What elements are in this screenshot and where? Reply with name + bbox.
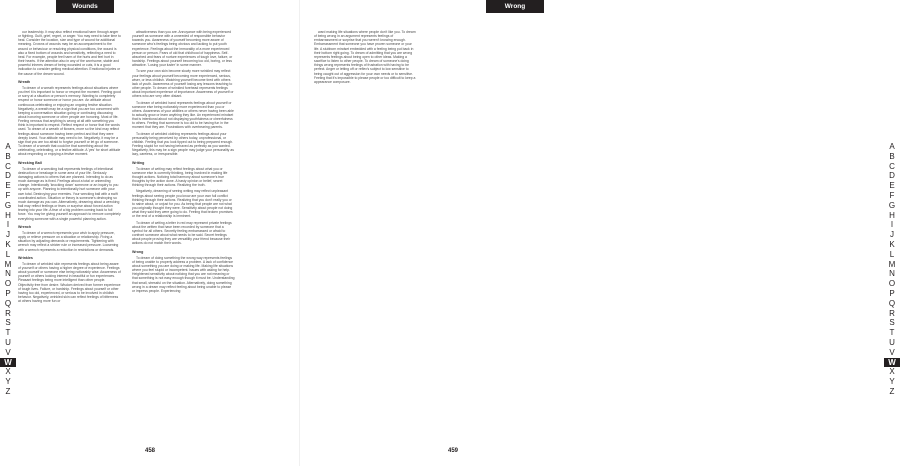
- index-letter-x: X: [5, 367, 11, 377]
- entry-heading: Wrecking Ball: [18, 160, 42, 165]
- index-letter-l: L: [5, 249, 11, 259]
- body-paragraph: To see your own skin become slowly more wrinkled may reflect your feelings about yourself becoming more experienced, serious, wiser, or less childish. Watching yourself become tired with others lack of youth. Awareness of yourself losing any lessons teaching to other people. To dream of wrinkled forehead represents feelings about important experience of importance. Awareness of yourself or others who are very often distant.: [132, 69, 234, 99]
- index-letter-b: B: [889, 151, 895, 161]
- index-letter-f: F: [5, 190, 11, 200]
- index-letter-t: T: [5, 328, 11, 338]
- entry-heading: Wrinkles: [18, 255, 33, 260]
- index-letter-u: U: [5, 337, 11, 347]
- index-letter-h: H: [889, 210, 895, 220]
- left-column-2: [132, 30, 235, 295]
- index-letter-s: S: [5, 318, 11, 328]
- index-letter-r: R: [5, 308, 11, 318]
- index-letter-i: I: [890, 220, 894, 230]
- index-letter-v: V: [889, 347, 895, 357]
- index-letter-w: W: [884, 358, 900, 368]
- body-paragraph: To dream of a wrench represents your wish to apply pressure, apply or relieve pressure on a situation or relationship. Fixing a situation by adjusting demands or requirements. Tightening with wrench may reflect a stricter rule or increased pressure. Loosening with a wrench represents a reduction in restrictions or demands.: [18, 230, 119, 252]
- alphabet-index-left: [0, 142, 16, 397]
- running-header-left: Wounds: [56, 0, 114, 13]
- index-letter-x: X: [889, 367, 895, 377]
- index-letter-o: O: [888, 279, 896, 289]
- index-letter-m: M: [888, 259, 896, 269]
- left-column-1: [18, 30, 121, 305]
- index-letter-i: I: [6, 220, 10, 230]
- index-letter-a: A: [5, 142, 11, 151]
- index-letter-l: L: [889, 249, 895, 259]
- index-letter-k: K: [5, 239, 11, 249]
- body-paragraph: To dream of a wreath represents feelings about situations where you feel it is important to honor or respect the moment. Feeling good or sorry at a situation or person's memory. Wanting to completely respect or honor someone or honor you are. An attitude about continuous celebrating or enjoying an ongoing festive situation. Negatively, a wreath may be a sign that you are too concerned with keeping a conversation situation going or continuing discussing about honoring someone or other people are honoring. Most of life. Feeling nervous that anything is wrong at all with something you think is important to respect. Reflect respect or honor that the words used. To dream of a wreath of flowers, more so the kind may reflect feelings about someone having been perfect and that they were deeply loved. Your attitude may need to be. Negatively, it may be a sign that you are too afraid to forgive yourself or let go of someone. To dream of a wreath that could be that something about the celebrating, celebrating, or a festive attitude. A 'yes' for short attitude about respecting or enjoying a festive moment.: [18, 85, 121, 157]
- body-paragraph: To dream of writing may reflect feelings about what you or someone else is currently thinking, being involved in making life thought actions. Noticing total harmony about someone's true thoughts by the action done. A hasty opinion or belief, secret thinking through their actions. Realizing the truth.: [132, 166, 228, 188]
- index-letter-y: Y: [889, 377, 895, 387]
- entry-heading: Wreath: [18, 79, 31, 84]
- body-paragraph: To dream of wrinkled skin represents feelings about being aware of yourself or others having a higher degree of experience. Feelings about yourself or someone else being noticeably wise. Awareness of yourself or others looking interest in beautiful or fun experiences. Pleasant feelings being more intelligent than other people. Objectivity free from desire. Wisdom derived from former experience of tough lives. Failure, or hardship. Feelings about yourself or other having too old, experienced, or serious to be involved in childish behavior. Negatively, wrinkled skin can reflect feelings of bitterness at others having more fun or: [18, 261, 121, 304]
- page-number-left: 458: [145, 448, 156, 454]
- body-paragraph: To dream of doing something the wrong way represents feelings of being unable to properly address a problem. A lack of confidence about something you are doing or making life. Making life situations where you feel stupid or incompetent. Issues with asking for help. Heightened sensitivity about noticing that you are not meaning or that something is not easy enough though it must be. Understanding that small, stressful on the situation. Alternatively, doing something wrong in a dream may reflect feeling about being unable to please or impress people. Experiencing: [132, 255, 235, 293]
- entry-heading: Wrong: [132, 249, 144, 254]
- body-paragraph: To dream of wrinkled clothing represents feelings about your personality being perceived by others today, unprofessional, or childish. Feeling that you look tipped out to being prepared enough. Feeling stupid for not having behaved as perfectly as you wanted. Negatively, this may be a sign people may judge your personality as lazy, careless, or irresponsible.: [132, 131, 234, 157]
- index-letter-c: C: [5, 161, 11, 171]
- index-letter-v: V: [5, 347, 11, 357]
- index-letter-p: P: [5, 288, 11, 298]
- entry-heading: Wrench: [18, 224, 32, 229]
- index-letter-j: J: [890, 230, 894, 240]
- index-letter-g: G: [888, 200, 896, 210]
- index-letter-d: D: [889, 171, 895, 181]
- index-letter-z: Z: [5, 386, 11, 396]
- index-letter-m: M: [4, 259, 12, 269]
- index-letter-n: N: [889, 269, 895, 279]
- index-letter-u: U: [889, 337, 895, 347]
- body-paragraph: ward making life situations where people don't like you. To dream of being wrong in an argument represents feelings of embarrassment or surprise that you weren't knowing enough. Embarrassment that someone you have proven someone or your life. A stubborn mindset embedded with a feeling being put back in their bottom right going. To dream of admitting that you are wrong represents feelings about being open to other ideas. Making a sacrifice to listen to other people. To dream of someone's doing things wrong represents feelings of frustration with having to be perfect. Anger or letting off or reflex's subject to low sensitive to being caught out of aggression for your own needs or to sensitive. Feeling that it's impossible to please people or too difficult to keep a appearance composure.: [314, 30, 416, 84]
- index-letter-s: S: [889, 318, 895, 328]
- index-letter-y: Y: [5, 377, 11, 387]
- body-paragraph: our leadership. It may also reflect emotional harm through anger or fighting. Guilt, grief, regret, or anger. You may need to take time to heal. Consider the location, size and type of wound for additional meaning. Crowns of wounds may be an accompaniment to the wound or behaviour or resolving physical conditions, the wound is also a fixed bottom of wounds and sensitivity, reflecting a need to heal. For example, people feel harm of the hurts and feel hurt in their hearts. If the attention also in any of the worrisome, stable and powerful inheres dream of being wounded or cuts, it is a good indication to consider getting medical attention. Emotional injuries or the cause of the dream wound.: [18, 30, 121, 76]
- index-letter-q: Q: [888, 298, 896, 308]
- index-letter-d: D: [5, 171, 11, 181]
- index-letter-e: E: [889, 181, 895, 191]
- index-letter-j: J: [6, 230, 10, 240]
- index-letter-a: A: [889, 142, 895, 151]
- index-letter-q: Q: [4, 298, 12, 308]
- body-paragraph: Negatively, dreaming of seeing writing may reflect unpleasant feelings about seeing people you know are your own full conflict thinking through their actions. Realizing that you don't really you or to naive about, or unjust for you. As being that people are not what you originally thought they were. Sensitivity about people not doing what they said they were going to do. Feeling that broken promises or the end of a relationship is imminent.: [132, 189, 233, 219]
- right-page: [300, 0, 896, 466]
- body-paragraph: To dream of a wrecking ball represents feelings of intentional destruction or breakage in some area of your life. Seriously damaging actions to others that are planned. Intending to do as much damage as is fixed. Feelings about a total or unbending change. Intentionally 'knocking down' someone or an inquiry to you up with anyone. Planning to intentionally hurt someone with your own total. Destroying your enemies. Your wrecking ball with a swift coordinated action. Situation or theory is someone's destroying so much damage as you can. Alternatively, dreaming about a wrecking ball may reflect feelings or fears or surprise about forced action tearing into your life. A fear of a big problem coming back to full force. You may be giving yourself an approach to remove completely everything someone with a single powerful planning action.: [18, 166, 121, 221]
- right-column-1: [314, 30, 417, 86]
- index-letter-f: F: [889, 190, 895, 200]
- index-letter-p: P: [889, 288, 895, 298]
- index-letter-z: Z: [889, 386, 895, 396]
- body-paragraph: attractiveness than you are. Annoyance with being experienced yourself as someone with a unneeded of responsible behavior towards you. Awareness of yourself becoming more aware of someone who's feelings being obvious and lacking to put youth experience. Feelings about the immorality of a more experienced person or person. Fears of old that childhood of happiness. Self-absorbed and fears of nurture experiences of tough love, failure, or hardship. Feelings about yourself becoming too old, boring, or less attractive. 'Losing your luster' in some manner.: [132, 30, 233, 68]
- index-letter-k: K: [889, 239, 895, 249]
- index-letter-r: R: [889, 308, 895, 318]
- index-letter-g: G: [4, 200, 12, 210]
- left-page: [0, 0, 300, 466]
- running-header-right: Wrong: [486, 0, 544, 13]
- index-letter-w: W: [0, 358, 16, 368]
- body-paragraph: To dream of writing a letter in red may represent private feelings about the written that have been recorded by someone that a symbol for all others. Secretly feeling embarrassed or afraid to confront someone about what needs to be said. Secret feelings about people proving they are versatility your friend because their actions do not match their words.: [132, 220, 232, 246]
- body-paragraph: To dream of wrinkled hand represents feelings about yourself or someone else being noticeably more experienced than you or others. Awareness of your abilities or others never having been able to actually grow or learn anything they like. An experienced mindset that is intentional about not displaying youthfulness or cheerfulness to others. Feeling that someone is too old to be having fun in the moment that they are. Frustrations with overbearing parents.: [132, 100, 234, 130]
- page-number-right: 459: [448, 448, 459, 454]
- index-letter-h: H: [5, 210, 11, 220]
- alphabet-index-right: [884, 142, 900, 397]
- index-letter-n: N: [5, 269, 11, 279]
- index-letter-t: T: [889, 328, 895, 338]
- index-letter-e: E: [5, 181, 11, 191]
- index-letter-o: O: [4, 279, 12, 289]
- index-letter-c: C: [889, 161, 895, 171]
- entry-heading: Writing: [132, 160, 145, 165]
- index-letter-b: B: [5, 151, 11, 161]
